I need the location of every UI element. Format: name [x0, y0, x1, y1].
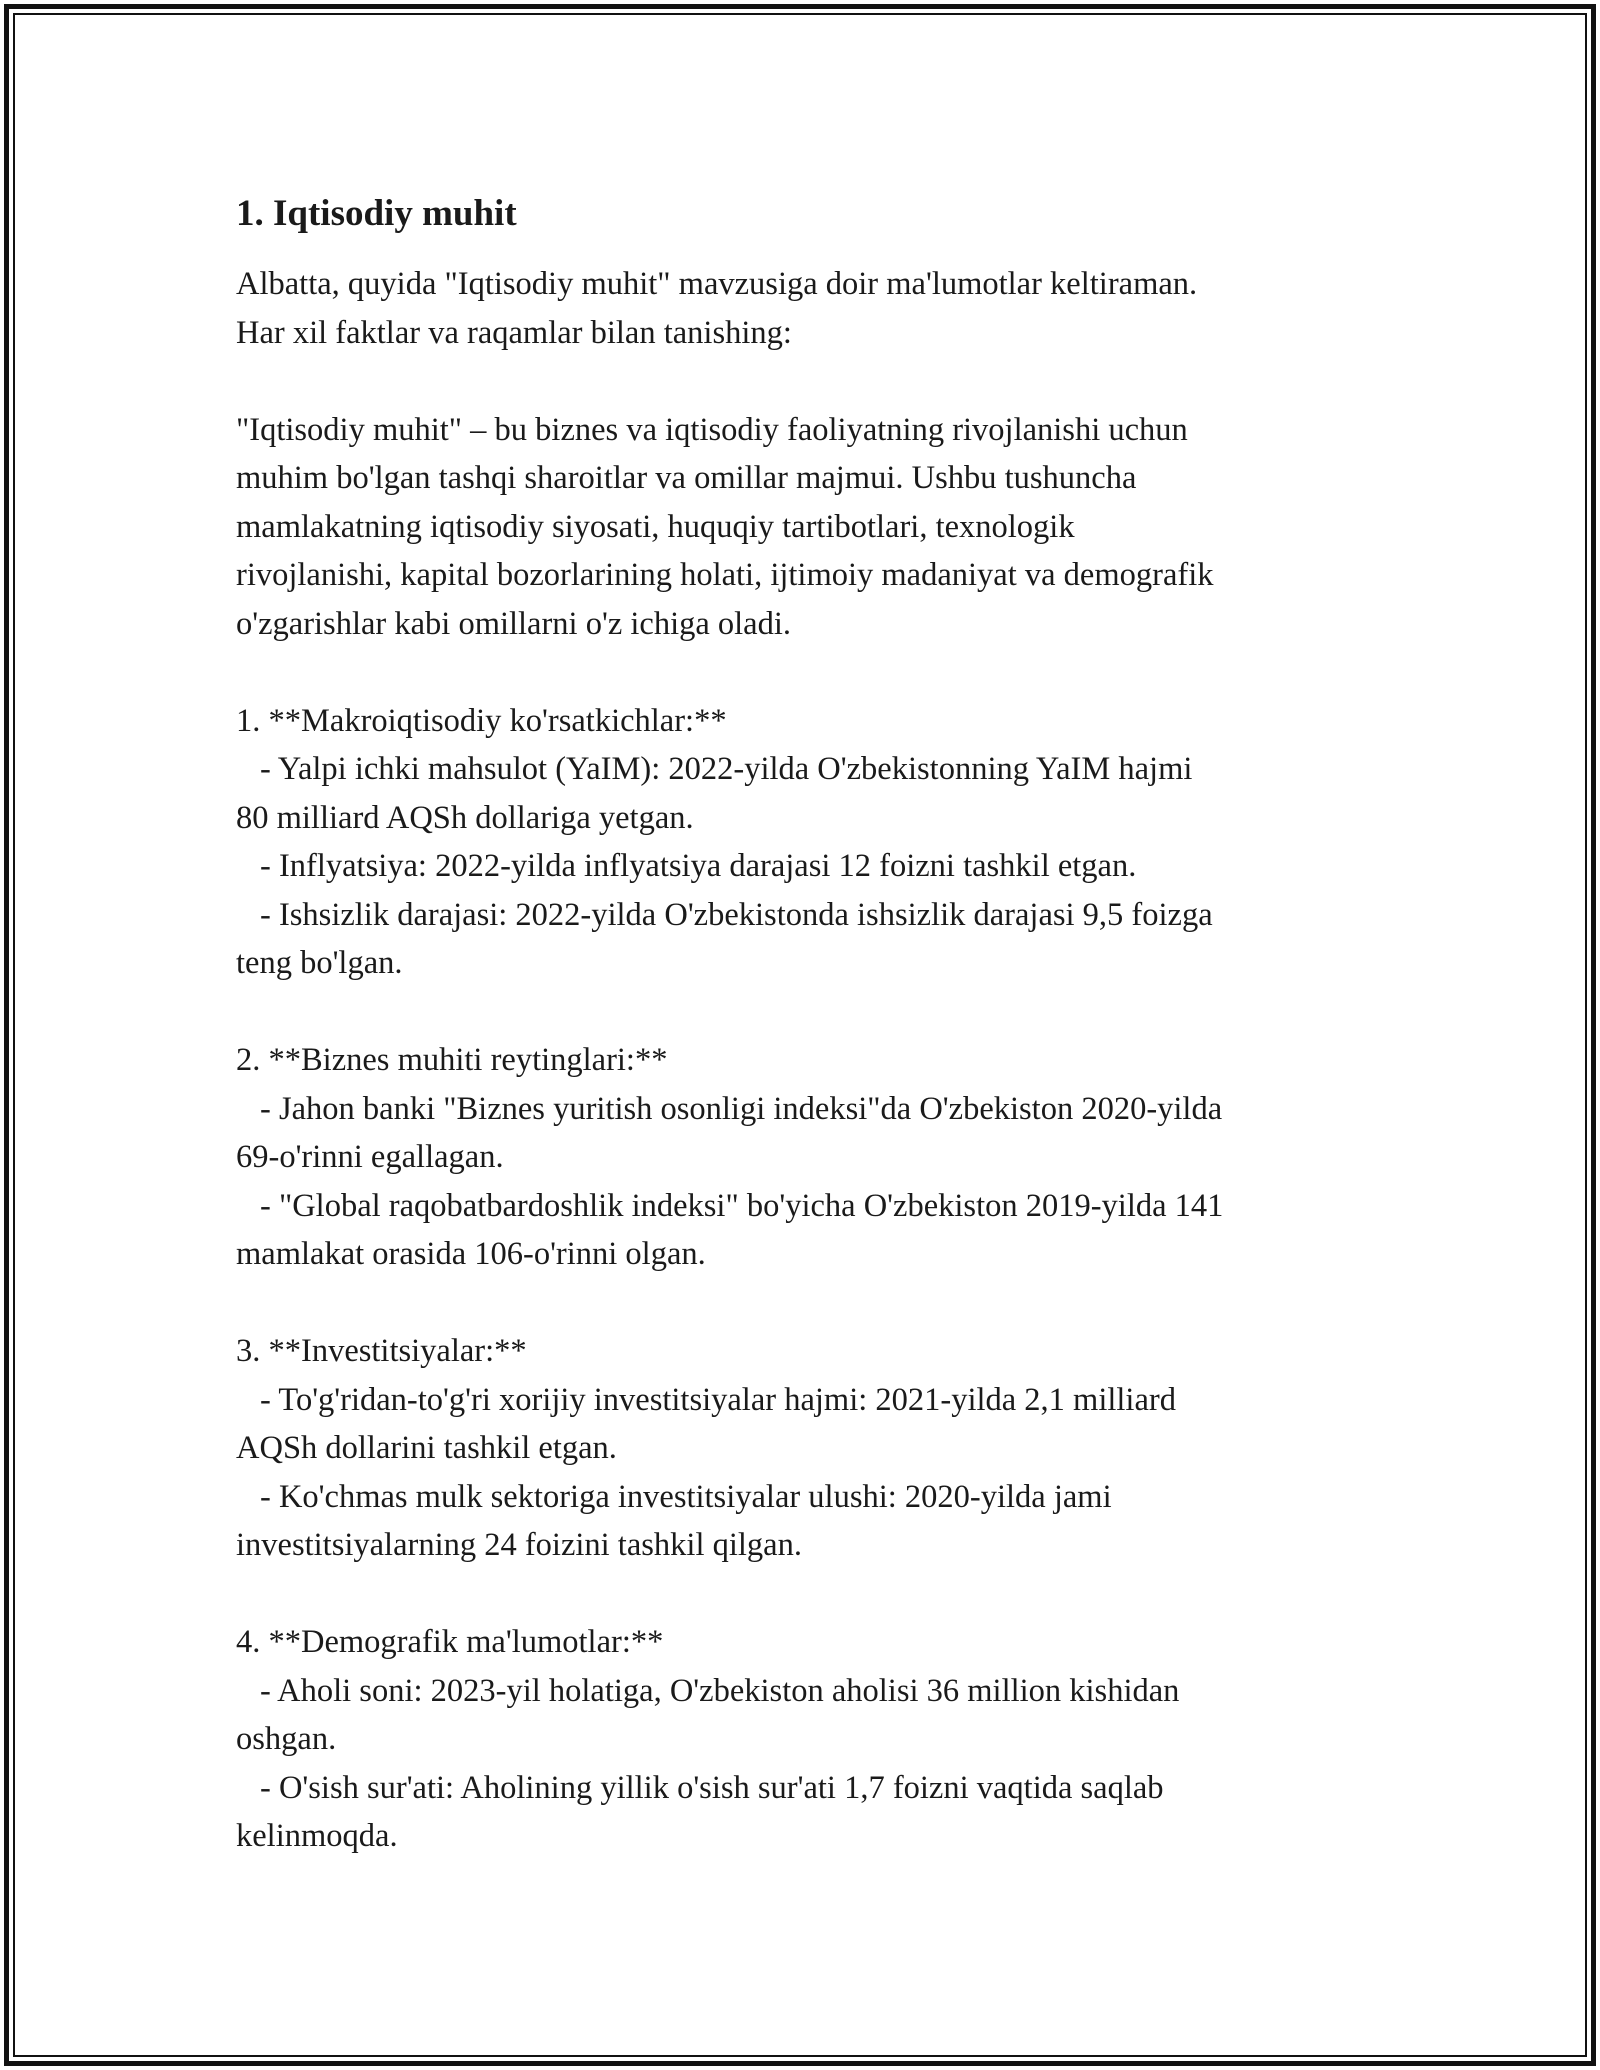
section-macro-indicators: [236, 697, 1386, 988]
list-item-continuation: mamlakat orasida 106-o'rinni olgan.: [236, 1236, 706, 1272]
section-heading: 4. **Demografik ma'lumotlar:**: [236, 1624, 664, 1660]
section-demographics: [236, 1618, 1386, 1861]
list-item-continuation: 80 milliard AQSh dollariga yetgan.: [236, 799, 694, 836]
list-item-line: - "Global raqobatbardoshlik indeksi" bo'yicha O'zbekiston 2019-yilda 141: [260, 1187, 1224, 1224]
paragraph-gap: [236, 648, 1386, 697]
list-item-line: - O'sish sur'ati: Aholining yillik o'sish sur'ati 1,7 foizni vaqtida saqlab: [260, 1769, 1164, 1806]
definition-line: mamlakatning iqtisodiy siyosati, huquqiy tartibotlari, texnologik: [236, 508, 1075, 545]
list-item-line: - Jahon banki "Biznes yuritish osonligi indeksi"da O'zbekiston 2020-yilda: [260, 1090, 1223, 1127]
list-item-continuation: teng bo'lgan.: [236, 945, 403, 981]
document-title: 1. Iqtisodiy muhit: [236, 193, 517, 234]
definition-line: rivojlanishi, kapital bozorlarining holati, ijtimoiy madaniyat va demografik: [236, 557, 1214, 593]
definition-line: muhim bo'lgan tashqi sharoitlar va omillar majmui. Ushbu tushuncha: [236, 460, 1137, 496]
list-item-line: - Yalpi ichki mahsulot (YaIM): 2022-yilda O'zbekistonning YaIM hajmi: [260, 751, 1193, 787]
list-item-line: - To'g'ridan-to'g'ri xorijiy investitsiyalar hajmi: 2021-yilda 2,1 milliard: [260, 1381, 1176, 1418]
list-item-continuation: oshgan.: [236, 1721, 337, 1757]
intro-paragraph: [236, 260, 1386, 357]
section-heading: 1. **Makroiqtisodiy ko'rsatkichlar:**: [236, 702, 727, 739]
intro-line: Albatta, quyida "Iqtisodiy muhit" mavzusiga doir ma'lumotlar keltiraman.: [236, 266, 1198, 302]
list-item-continuation: 69-o'rinni egallagan.: [236, 1139, 504, 1175]
document-body: [236, 186, 1386, 1861]
list-item-line: - Inflyatsiya: 2022-yilda inflyatsiya darajasi 12 foizni tashkil etgan.: [260, 848, 1137, 884]
definition-paragraph: [236, 406, 1386, 649]
section-heading: 3. **Investitsiyalar:**: [236, 1333, 527, 1369]
paragraph-gap: [236, 1279, 1386, 1328]
paragraph-gap: [236, 1570, 1386, 1619]
section-heading: 2. **Biznes muhiti reytinglari:**: [236, 1042, 668, 1078]
list-item-continuation: investitsiyalarning 24 foizini tashkil qilgan.: [236, 1527, 802, 1563]
paragraph-gap: [236, 357, 1386, 406]
intro-line: Har xil faktlar va raqamlar bilan tanishing:: [236, 314, 792, 351]
list-item-continuation: AQSh dollarini tashkil etgan.: [236, 1430, 617, 1466]
list-item-line: - Aholi soni: 2023-yil holatiga, O'zbekiston aholisi 36 million kishidan: [260, 1672, 1180, 1709]
definition-line: "Iqtisodiy muhit" – bu biznes va iqtisodiy faoliyatning rivojlanishi uchun: [236, 411, 1188, 448]
list-item-line: - Ishsizlik darajasi: 2022-yilda O'zbekistonda ishsizlik darajasi 9,5 foizga: [260, 896, 1213, 933]
list-item-continuation: kelinmoqda.: [236, 1818, 398, 1854]
section-investments: [236, 1327, 1386, 1570]
list-item-line: - Ko'chmas mulk sektoriga investitsiyalar ulushi: 2020-yilda jami: [260, 1478, 1112, 1515]
definition-line: o'zgarishlar kabi omillarni o'z ichiga oladi.: [236, 605, 792, 642]
section-business-ratings: [236, 1036, 1386, 1279]
paragraph-gap: [236, 988, 1386, 1037]
